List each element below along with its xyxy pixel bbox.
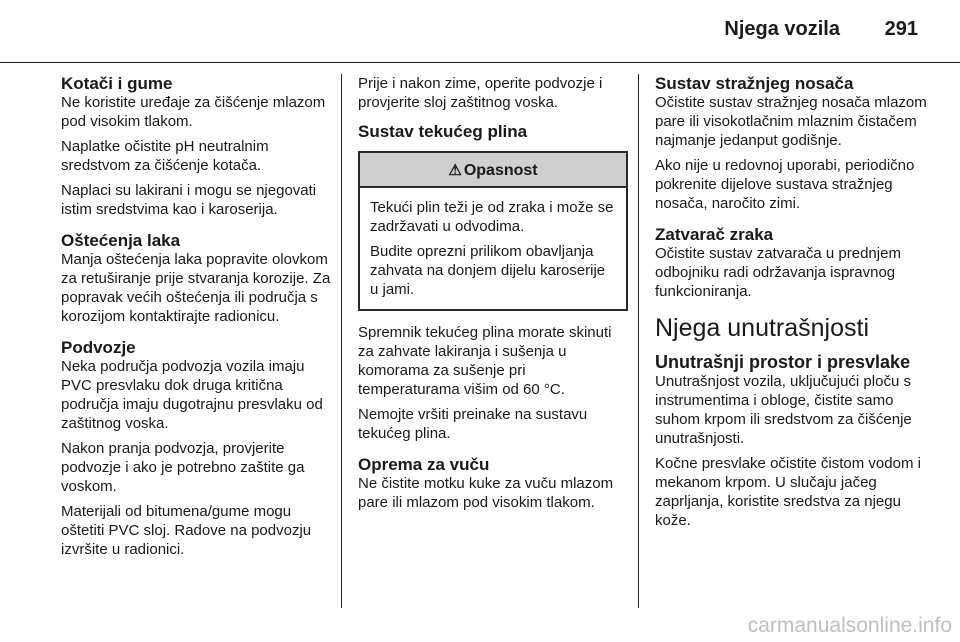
column-divider-2 [638,74,639,608]
paragraph: Tekući plin teži je od zraka i može se zadržavati u odvodima. [370,199,614,235]
paragraph: Ako nije u redovnoj uporabi, periodično pokrenite dijelove sustava stražnjeg nosača, naročito zimi. [655,157,915,212]
paragraph: Ne koristite uređaje za čišćenje mlazom pod visokim tlakom. [61,94,326,130]
section-heading: Podvozje [61,338,136,357]
page-title: Njega vozila [724,18,840,40]
section-heading: Zatvarač zraka [655,225,774,244]
danger-box [358,151,628,311]
paragraph: Materijali od bitumena/gume mogu oštetiti PVC sloj. Radove na podvozju izvršite u radionici. [61,503,312,558]
header-rule [0,62,960,63]
paragraph: Spremnik tekućeg plina morate skinuti za zahvate lakiranja i sušenja u komorama za sušenje pri temperaturama višim od 60 °C. [358,324,612,398]
section-heading: Sustav stražnjeg nosača [655,74,854,93]
paragraph: Nakon pranja podvozja, provjerite podvozje i ako je potrebno zaštite ga voskom. [61,440,305,495]
section-rear-carrier [655,74,927,213]
section-lpg-system [358,122,628,443]
paragraph: Neka područja podvozja vozila imaju PVC presvlaku dok druga kritična područja imaju dugotrajnu presvlaku od zaštitnog voska. [61,358,323,432]
paragraph: Kočne presvlake očistite čistom vodom i mekanom krpom. U slučaju jačeg zaprljanja, koristite sredstva za njegu kože. [655,455,921,529]
section-air-shutter [655,225,927,301]
paragraph: Očistite sustav stražnjeg nosača mlazom pare ili visokotlačnim mlaznim čistačem najmanje jedanput godišnje. [655,94,927,149]
page-number: 291 [884,18,918,40]
paragraph: Manja oštećenja laka popravite olovkom za retuširanje prije stvaranja korozije. Za popravak većih oštećenja ili područja s korozijom kontaktirajte radionicu. [61,251,331,325]
paragraph: Očistite sustav zatvarača u prednjem odbojniku radi održavanja ispravnog funkcioniranja. [655,245,901,300]
danger-header [360,153,626,188]
column-divider-1 [341,74,342,608]
section-heading: Kotači i gume [61,74,173,93]
paragraph: Nemojte vršiti preinake na sustavu tekućeg plina. [358,406,588,442]
section-wheels-tyres [61,74,331,219]
section-heading: Oštećenja laka [61,231,181,250]
column-2 [358,74,628,524]
section-paint-damage [61,231,331,326]
paragraph: Prije i nakon zime, operite podvozje i provjerite sloj zaštitnog voska. [358,75,603,111]
column-3 [655,74,927,542]
paragraph: Ne čistite motku kuke za vuču mlazom pare ili mlazom pod visokim tlakom. [358,475,614,511]
section-heading: Sustav tekućeg plina [358,122,528,141]
column-1 [61,74,331,571]
chapter-heading: Njega unutrašnjosti [655,314,870,342]
section-heading: Unutrašnji prostor i presvlake [655,352,911,372]
paragraph: Budite oprezni prilikom obavljanja zahvata na donjem dijelu karoserije u jami. [370,243,606,298]
paragraph: Unutrašnjost vozila, uključujući ploču s instrumentima i obloge, čistite samo suhom krpom ili sredstvom za čišćenje unutrašnjosti. [655,373,912,447]
section-underbody [61,338,331,559]
section-towing-equipment [358,455,628,512]
section-heading: Oprema za vuču [358,455,490,474]
warning-triangle-icon: ⚠ [448,162,462,179]
danger-body [360,188,626,309]
paragraph: Naplaci su lakirani i mogu se njegovati istim sredstvima kao i karoserija. [61,182,317,218]
danger-title: Opasnost [463,162,538,179]
section-interior-upholstery [655,353,927,530]
paragraph: Naplatke očistite pH neutralnim sredstvom za čišćenje kotača. [61,138,269,174]
watermark: carmanualsonline.info [747,614,952,637]
